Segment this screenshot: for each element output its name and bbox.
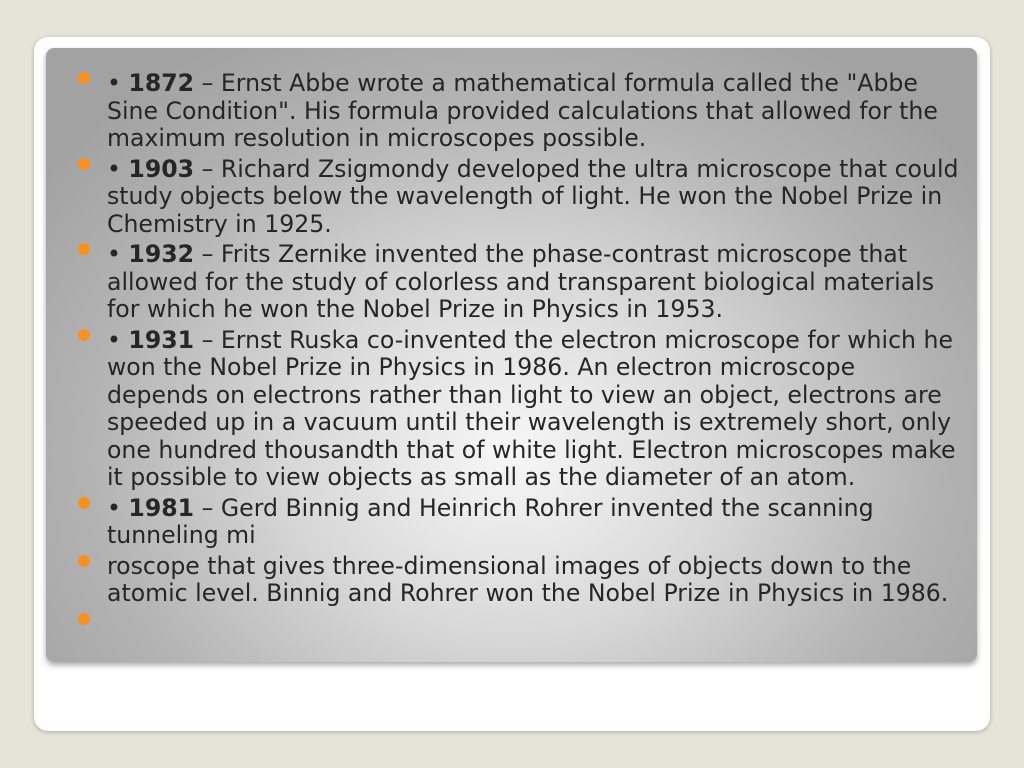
bullet-dot-icon <box>78 497 90 509</box>
bullet-text: – Ernst Abbe wrote a mathematical formula called the "Abbe Sine Condition". His formula provided calculations that allowed for the maximum resolution in microscopes possible. <box>107 69 938 152</box>
bullet-text: – Richard Zsigmondy developed the ultra microscope that could study objects below the wavelength of light. He won the Nobel Prize in Chemistry in 1925. <box>107 154 959 238</box>
bullet-dot-icon <box>78 613 90 625</box>
bullet-item-1981 <box>0 495 960 550</box>
bullet-prefix: • <box>107 493 129 522</box>
bullet-prefix: • <box>107 325 129 354</box>
bullet-dot-icon <box>78 329 90 341</box>
bullet-text: – Gerd Binnig and Heinrich Rohrer invented the scanning tunneling mi <box>107 493 874 549</box>
bullet-dot-icon <box>78 243 90 255</box>
bullet-text: roscope that gives three-dimensional images of objects down to the atomic level. Binnig and Rohrer won the Nobel Prize in Physics in 1986. <box>107 551 949 607</box>
bullet-item-empty <box>0 611 960 639</box>
bullet-year: 1931 <box>128 325 195 354</box>
bullet-year: 1872 <box>128 69 195 97</box>
bullet-dot-icon <box>78 72 90 84</box>
bullet-item-1932 <box>0 241 960 324</box>
bullet-item-1872 <box>0 70 960 153</box>
bullet-prefix: • <box>107 69 129 97</box>
bullet-year: 1932 <box>128 240 195 268</box>
bullet-year: 1903 <box>128 154 195 183</box>
bullet-text: – Frits Zernike invented the phase-contrast microscope that allowed for the study of colorless and transparent biological materials for which he won the Nobel Prize in Physics in 1953. <box>107 240 935 323</box>
bullet-text: – Ernst Ruska co-invented the electron microscope for which he won the Nobel Prize in Physics in 1986. An electron microscope depends on electrons rather than light to view an object, electrons are speeded up in a vacuum until their wavelength is extremely short, only one hundred thousandth that of white light. Electron microscopes make it possible to view objects as small as the diameter of an atom. <box>107 325 956 491</box>
bullet-year: 1981 <box>128 493 195 522</box>
bullet-dot-icon <box>78 158 90 170</box>
bullet-list <box>0 70 960 641</box>
bullet-prefix: • <box>107 240 129 268</box>
bullet-item-1903 <box>0 156 960 239</box>
bullet-prefix: • <box>107 154 129 183</box>
bullet-dot-icon <box>78 555 90 567</box>
bullet-item-continuation <box>0 553 960 608</box>
bullet-item-1931 <box>0 327 960 492</box>
